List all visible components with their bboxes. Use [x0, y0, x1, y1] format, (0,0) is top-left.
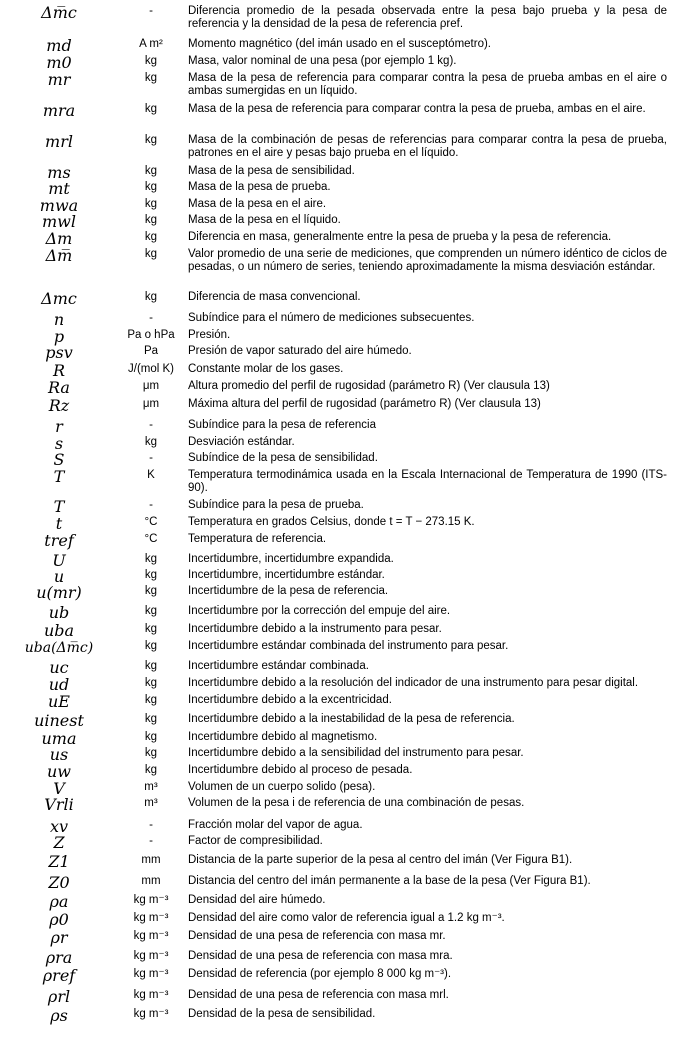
- unit: Pa: [143, 345, 159, 357]
- description: Incertidumbre estándar combinada.: [188, 660, 369, 672]
- unit: kg: [144, 694, 158, 706]
- symbol: S: [53, 450, 65, 469]
- description: Factor de compresibilidad.: [188, 835, 323, 847]
- symbol: ud: [48, 675, 70, 694]
- symbol: mr: [47, 70, 71, 89]
- symbol: ρra: [45, 948, 73, 967]
- table-row: [0, 623, 680, 639]
- table-row: [0, 930, 680, 946]
- unit: kg: [144, 248, 158, 260]
- table-row: [0, 5, 680, 31]
- table-row: [0, 894, 680, 910]
- symbol: ρrl: [47, 987, 71, 1006]
- description: Densidad del aire como valor de referencia igual a 1.2 kg m⁻³.: [188, 912, 505, 924]
- table-row: [0, 677, 680, 693]
- unit: kg: [144, 181, 158, 193]
- table-row: [0, 55, 680, 71]
- symbol: uba: [43, 621, 75, 640]
- description: Masa de la combinación de pesas de referencias para comparar contra la pesa de prueba, patrones en el aire y pesas bajo prueba en el líquido.: [188, 134, 667, 159]
- symbol: ρa: [49, 892, 69, 911]
- symbol: ρr: [50, 928, 68, 947]
- table-row: [0, 640, 680, 656]
- table-row: [0, 291, 680, 307]
- unit: kg m⁻³: [133, 930, 169, 942]
- symbol: R: [52, 361, 66, 380]
- description: Incertidumbre, incertidumbre expandida.: [188, 553, 394, 565]
- unit: mm: [141, 875, 161, 887]
- description: Incertidumbre estándar combinada del instrumento para pesar.: [188, 640, 509, 652]
- unit: -: [149, 312, 153, 324]
- table-row: [0, 819, 680, 835]
- description: Altura promedio del perfil de rugosidad (parámetro R) (Ver clausula 13): [188, 380, 550, 392]
- unit: kg: [144, 569, 158, 581]
- unit: m³: [144, 781, 158, 793]
- description: Incertidumbre de la pesa de referencia.: [188, 585, 389, 597]
- description: Incertidumbre debido a la sensibilidad del instrumento para pesar.: [188, 747, 524, 759]
- table-row: [0, 989, 680, 1005]
- description: Temperatura de referencia.: [188, 533, 327, 545]
- description: Densidad de una pesa de referencia con masa mr.: [188, 930, 446, 942]
- description: Presión.: [188, 329, 231, 341]
- unit: kg: [144, 72, 158, 84]
- unit: kg: [144, 231, 158, 243]
- symbol: mrl: [45, 132, 73, 151]
- description: Valor promedio de una serie de mediciones, que comprenden un número idéntico de ciclos de pesadas, o un número de series, teniendo aproximadamente la misma desviación estándar.: [188, 248, 667, 273]
- table-row: [0, 469, 680, 495]
- table-row: [0, 419, 680, 435]
- symbol: U: [52, 551, 66, 570]
- description: Presión de vapor saturado del aire húmedo.: [188, 345, 412, 357]
- table-row: [0, 585, 680, 601]
- description: Masa de la pesa en el líquido.: [188, 214, 341, 226]
- table-row: [0, 499, 680, 515]
- unit: kg: [144, 214, 158, 226]
- symbol: mwl: [42, 212, 76, 231]
- symbol: xv: [49, 817, 69, 836]
- symbol: p: [53, 327, 65, 346]
- unit: kg m⁻³: [133, 1008, 169, 1020]
- symbol: Z: [53, 833, 65, 852]
- description: Volumen de un cuerpo solido (pesa).: [188, 781, 376, 793]
- description: Incertidumbre debido a la inestabilidad de la pesa de referencia.: [188, 713, 515, 725]
- description: Constante molar de los gases.: [188, 363, 344, 375]
- description: Distancia de la parte superior de la pesa al centro del imán (Ver Figura B1).: [188, 854, 573, 866]
- symbol: Δm̅: [45, 246, 73, 265]
- symbol: md: [46, 36, 72, 55]
- symbol: T: [53, 497, 65, 516]
- description: Masa de la pesa de referencia para comparar contra la pesa de prueba, ambas en el aire.: [188, 103, 646, 115]
- unit: kg: [144, 713, 158, 725]
- description: Temperatura en grados Celsius, donde t = T − 273.15 K.: [188, 516, 475, 528]
- symbol: uE: [48, 692, 70, 711]
- table-row: [0, 713, 680, 729]
- symbol: u(mr): [36, 583, 82, 602]
- description: Incertidumbre debido al magnetismo.: [188, 731, 378, 743]
- description: Incertidumbre por la corrección del empuje del aire.: [188, 605, 451, 617]
- symbol: Δm: [45, 229, 73, 248]
- table-row: [0, 72, 680, 98]
- description: Temperatura termodinámica usada en la Escala Internacional de Temperatura de 1990 (ITS-90).: [188, 469, 667, 494]
- table-row: [0, 694, 680, 710]
- symbol: psv: [45, 343, 73, 362]
- description: Incertidumbre debido al proceso de pesada.: [188, 764, 413, 776]
- table-row: [0, 345, 680, 361]
- description: Masa de la pesa en el aire.: [188, 198, 327, 210]
- symbol: ρs: [50, 1006, 68, 1025]
- table-row: [0, 912, 680, 928]
- unit: kg: [144, 677, 158, 689]
- symbol: ub: [48, 603, 70, 622]
- table-row: [0, 660, 680, 676]
- table-row: [0, 764, 680, 780]
- table-row: [0, 181, 680, 197]
- description: Masa, valor nominal de una pesa (por ejemplo 1 kg).: [188, 55, 457, 67]
- unit: kg: [144, 436, 158, 448]
- table-row: [0, 747, 680, 763]
- description: Masa de la pesa de sensibilidad.: [188, 165, 355, 177]
- description: Densidad de una pesa de referencia con masa mrl.: [188, 989, 449, 1001]
- description: Incertidumbre debido a la excentricidad.: [188, 694, 392, 706]
- unit: -: [149, 819, 153, 831]
- symbol: uw: [47, 762, 71, 781]
- unit: mm: [141, 854, 161, 866]
- description: Subíndice para la pesa de referencia: [188, 419, 376, 431]
- description: Fracción molar del vapor de agua.: [188, 819, 363, 831]
- unit: °C: [144, 533, 158, 545]
- unit: -: [149, 419, 153, 431]
- unit: kg: [144, 291, 158, 303]
- symbol: mra: [42, 101, 76, 120]
- table-row: [0, 950, 680, 966]
- table-row: [0, 38, 680, 54]
- table-row: [0, 329, 680, 345]
- symbol: uba(Δm̅c): [24, 640, 94, 656]
- description: Subíndice para el número de mediciones subsecuentes.: [188, 312, 475, 324]
- unit: kg: [144, 640, 158, 652]
- unit: kg m⁻³: [133, 912, 169, 924]
- symbol: us: [49, 745, 69, 764]
- table-row: [0, 231, 680, 247]
- unit: kg m⁻³: [133, 894, 169, 906]
- description: Masa de la pesa de prueba.: [188, 181, 331, 193]
- symbol: u: [53, 567, 65, 586]
- table-row: [0, 797, 680, 813]
- unit: -: [149, 499, 153, 511]
- symbol: ρref: [42, 966, 76, 985]
- description: Momento magnético (del imán usado en el susceptómetro).: [188, 38, 491, 50]
- unit: kg: [144, 55, 158, 67]
- description: Masa de la pesa de referencia para comparar contra la pesa de prueba ambas en el aire o ambas sumergidas en un líquido.: [188, 72, 667, 97]
- unit: μm: [142, 380, 160, 392]
- description: Máxima altura del perfil de rugosidad (parámetro R) (Ver clausula 13): [188, 398, 541, 410]
- description: Incertidumbre debido a la resolución del indicador de una instrumento para pesar digital.: [188, 677, 639, 689]
- table-row: [0, 731, 680, 747]
- unit: kg: [144, 623, 158, 635]
- table-row: [0, 198, 680, 214]
- description: Subíndice de la pesa de sensibilidad.: [188, 452, 378, 464]
- unit: kg m⁻³: [133, 968, 169, 980]
- table-row: [0, 569, 680, 585]
- unit: kg: [144, 134, 158, 146]
- symbol: r: [55, 417, 63, 436]
- description: Diferencia de masa convencional.: [188, 291, 361, 303]
- table-row: [0, 553, 680, 569]
- symbol: Z1: [48, 852, 70, 871]
- symbol: Z0: [48, 873, 70, 892]
- unit: kg: [144, 764, 158, 776]
- symbol: tref: [44, 531, 74, 550]
- unit: kg: [144, 198, 158, 210]
- symbol: Ra: [48, 378, 70, 397]
- description: Incertidumbre, incertidumbre estándar.: [188, 569, 385, 581]
- symbol: m0: [46, 53, 72, 72]
- unit: kg m⁻³: [133, 989, 169, 1001]
- symbol: V: [53, 779, 65, 798]
- unit: -: [149, 835, 153, 847]
- symbol: t: [55, 514, 63, 533]
- unit: μm: [142, 398, 160, 410]
- description: Subíndice para la pesa de prueba.: [188, 499, 364, 511]
- table-row: [0, 398, 680, 414]
- unit: kg: [144, 103, 158, 115]
- unit: kg: [144, 585, 158, 597]
- symbol: Rz: [48, 396, 70, 415]
- symbol: uc: [49, 658, 69, 677]
- symbol: mwa: [39, 196, 79, 215]
- description: Densidad de la pesa de sensibilidad.: [188, 1008, 376, 1020]
- description: Distancia del centro del imán permanente a la base de la pesa (Ver Figura B1).: [188, 875, 591, 887]
- description: Densidad de referencia (por ejemplo 8 000 kg m⁻³).: [188, 968, 452, 980]
- unit: -: [149, 452, 153, 464]
- unit: kg: [144, 731, 158, 743]
- description: Densidad del aire húmedo.: [188, 894, 326, 906]
- unit: K: [147, 469, 155, 481]
- table-row: [0, 363, 680, 379]
- symbol: Δmc: [41, 289, 77, 308]
- unit: kg: [144, 165, 158, 177]
- symbol: mt: [48, 179, 70, 198]
- description: Incertidumbre debido a la instrumento para pesar.: [188, 623, 442, 635]
- table-row: [0, 835, 680, 851]
- table-row: [0, 854, 680, 870]
- table-row: [0, 312, 680, 328]
- table-row: [0, 248, 680, 274]
- description: Densidad de una pesa de referencia con masa mra.: [188, 950, 453, 962]
- symbol: uma: [41, 729, 77, 748]
- table-row: [0, 436, 680, 452]
- table-row: [0, 605, 680, 621]
- unit: °C: [144, 516, 158, 528]
- symbol: ms: [47, 163, 71, 182]
- symbol: s: [54, 434, 64, 453]
- table-row: [0, 214, 680, 230]
- symbol: Δm̅c: [41, 3, 77, 22]
- table-row: [0, 875, 680, 891]
- symbol: ρ0: [49, 910, 69, 929]
- unit: A m²: [139, 38, 163, 50]
- unit: J/(mol K): [128, 363, 174, 375]
- description: Desviación estándar.: [188, 436, 295, 448]
- table-row: [0, 781, 680, 797]
- table-row: [0, 1008, 680, 1024]
- table-row: [0, 103, 680, 119]
- unit: kg: [144, 747, 158, 759]
- table-row: [0, 516, 680, 532]
- symbol: uinest: [34, 711, 84, 730]
- table-row: [0, 134, 680, 160]
- unit: kg: [144, 553, 158, 565]
- unit: kg m⁻³: [133, 950, 169, 962]
- symbol: n: [53, 310, 65, 329]
- description: Diferencia en masa, generalmente entre la pesa de prueba y la pesa de referencia.: [188, 231, 612, 243]
- table-row: [0, 452, 680, 468]
- table-row: [0, 380, 680, 396]
- unit: -: [149, 5, 153, 17]
- symbol: Vrli: [44, 795, 74, 814]
- description: Volumen de la pesa i de referencia de una combinación de pesas.: [188, 797, 525, 809]
- table-row: [0, 165, 680, 181]
- unit: kg: [144, 660, 158, 672]
- unit: m³: [144, 797, 158, 809]
- unit: kg: [144, 605, 158, 617]
- description: Diferencia promedio de la pesada observada entre la pesa bajo prueba y la pesa de referencia y la densidad de la pesa de referencia ρref.: [188, 5, 667, 30]
- symbol: T: [53, 467, 65, 486]
- unit: Pa o hPa: [127, 329, 175, 341]
- table-row: [0, 968, 680, 984]
- table-row: [0, 533, 680, 549]
